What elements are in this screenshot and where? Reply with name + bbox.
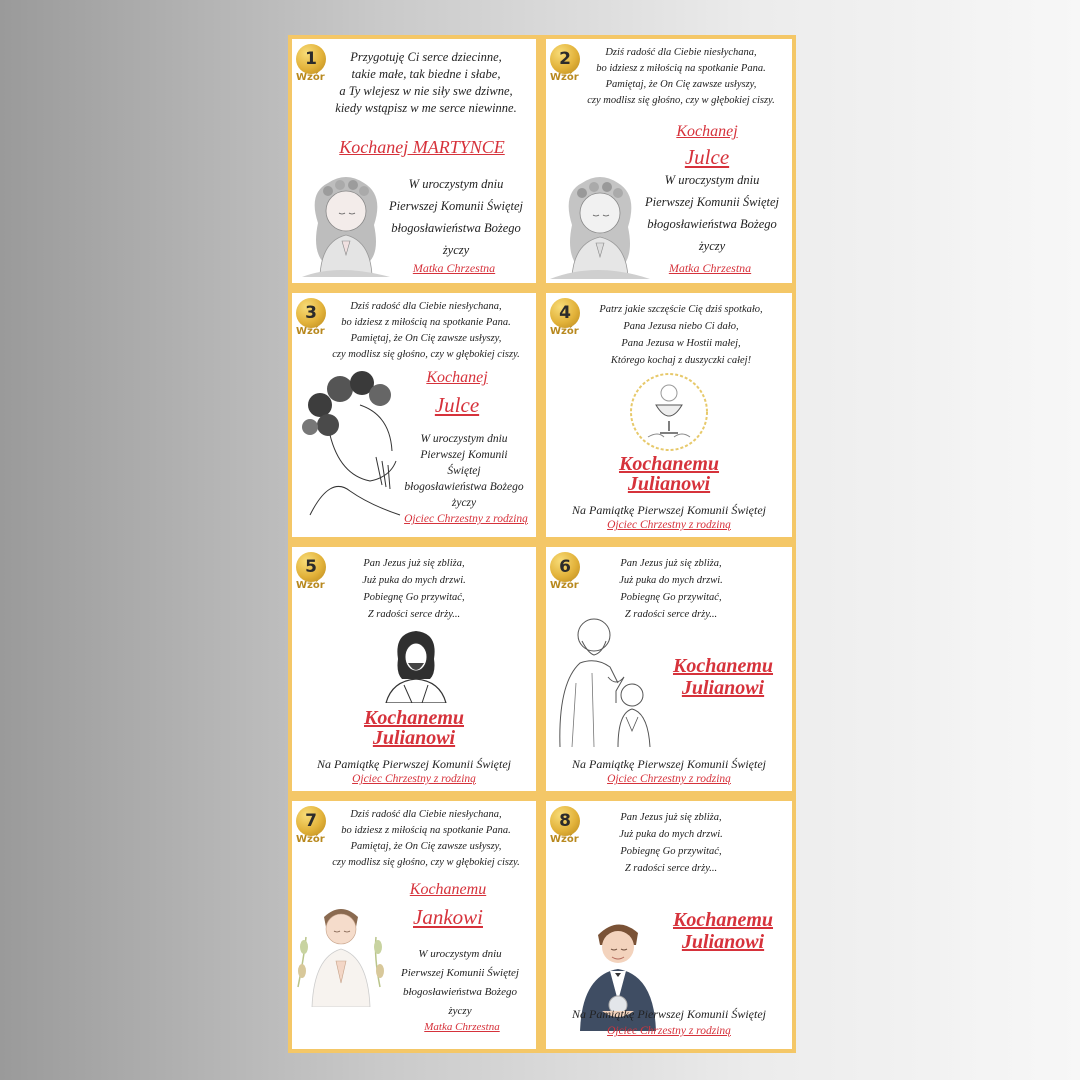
- poem-line: Pamiętaj, że On Cię zawsze usłyszy,: [350, 333, 502, 344]
- recipient-name: Kochanej MARTYNCE: [339, 137, 505, 157]
- badge-label: Wzór: [296, 72, 325, 83]
- recipient-name-line1: Kochanemu: [672, 655, 774, 677]
- badge-number: 7: [296, 806, 326, 836]
- keepsake-text: Na Pamiątkę Pierwszej Komunii Świętej: [572, 1007, 766, 1021]
- poem-line: Dziś radość dla Ciebie niesłychana,: [350, 301, 502, 312]
- badge-label: Wzór: [550, 580, 579, 591]
- badge-number: 5: [296, 552, 326, 582]
- signature: Matka Chrzestna: [412, 261, 496, 275]
- wishes-text: [378, 173, 534, 261]
- badge-number: 4: [550, 298, 580, 328]
- signature: Ojciec Chrzestny z rodziną: [607, 773, 731, 785]
- poem-line: Pamiętaj, że On Cię zawsze usłyszy,: [350, 841, 502, 852]
- wishes-text: [392, 431, 536, 511]
- wishes-line: Pierwszej Komunii Świętej: [388, 199, 524, 213]
- badge-number: 1: [296, 44, 326, 74]
- recipient-name-line2: Julianowi: [681, 677, 765, 699]
- poem: [576, 301, 786, 369]
- poem-line: Dziś radość dla Ciebie niesłychana,: [350, 809, 502, 820]
- poem-line: Z radości serce drży...: [624, 609, 718, 620]
- card-6[interactable]: [546, 547, 792, 791]
- poem-line: a Ty wlejesz w nie siły swe dziwne,: [339, 84, 513, 98]
- recipient-name-line1: Kochanemu: [363, 707, 465, 729]
- poem-line: czy modlisz się głośno, czy w głębokiej ciszy.: [587, 95, 775, 106]
- chalice-host-illustration: [628, 371, 710, 453]
- signature: Matka Chrzestna: [424, 1021, 500, 1033]
- wishes-line: błogosławieństwa Bożego: [391, 221, 521, 235]
- card-2[interactable]: [546, 39, 792, 283]
- keepsake-text: Na Pamiątkę Pierwszej Komunii Świętej: [317, 757, 511, 771]
- poem-line: Przygotuję Ci serce dziecinne,: [350, 50, 502, 64]
- poem-line: Pan Jezus już się zbliża,: [620, 558, 722, 569]
- wishes-line: W uroczystym dniu: [418, 948, 502, 960]
- recipient-name-line2: Julianowi: [372, 727, 456, 749]
- poem-line: Już puka do mych drzwi.: [619, 829, 723, 840]
- poem-line: bo idziesz z miłością na spotkanie Pana.: [341, 317, 511, 328]
- keepsake-text: Na Pamiątkę Pierwszej Komunii Świętej: [572, 503, 766, 517]
- card-5[interactable]: [292, 547, 536, 791]
- poem-line: bo idziesz z miłością na spotkanie Pana.: [596, 63, 766, 74]
- wishes-line: życzy: [451, 497, 477, 509]
- poem-line: Pan Jezus już się zbliża,: [363, 558, 465, 569]
- poem-line: takie małe, tak biedne i słabe,: [351, 67, 501, 81]
- signature: Ojciec Chrzestny z rodziną: [607, 1025, 731, 1037]
- recipient-name-line2: Julce: [684, 145, 730, 169]
- badge-label: Wzór: [296, 834, 325, 845]
- recipient-name-line2: Julianowi: [681, 931, 765, 953]
- recipient-name-line1: Kochanej: [676, 123, 738, 140]
- badge-number: 8: [550, 806, 580, 836]
- poem-line: Pobiegnę Go przywitać,: [620, 846, 722, 857]
- poem: [322, 299, 530, 363]
- poem-line: Którego kochaj z duszyczki całej!: [610, 355, 752, 366]
- keepsake-text: Na Pamiątkę Pierwszej Komunii Świętej: [572, 757, 766, 771]
- poem-line: Z radości serce drży...: [624, 863, 718, 874]
- poem-line: Już puka do mych drzwi.: [619, 575, 723, 586]
- wishes-line: W uroczystym dniu: [664, 173, 760, 187]
- poem-line: Dziś radość dla Ciebie niesłychana,: [605, 47, 757, 58]
- poem-line: Pobiegnę Go przywitać,: [363, 592, 465, 603]
- poem: [292, 555, 536, 623]
- poem-line: Pana Jezusa niebo Ci dało,: [623, 321, 739, 332]
- signature: Ojciec Chrzestny z rodziną: [352, 773, 476, 785]
- badge-label: Wzór: [296, 326, 325, 337]
- poem-line: czy modlisz się głośno, czy w głębokiej ciszy.: [332, 349, 520, 360]
- badge-number: 6: [550, 552, 580, 582]
- praying-boy-illustration: [294, 897, 388, 1007]
- poem-line: czy modlisz się głośno, czy w głębokiej ciszy.: [332, 857, 520, 868]
- badge-label: Wzór: [550, 326, 579, 337]
- badge-label: Wzór: [296, 580, 325, 591]
- badge-label: Wzór: [550, 834, 579, 845]
- signature: Ojciec Chrzestny z rodziną: [607, 519, 731, 531]
- poem: [322, 807, 530, 871]
- priest-giving-communion-illustration: [552, 613, 662, 747]
- recipient-name-line2: Julianowi: [627, 473, 711, 495]
- recipient-name-line2: Jankowi: [413, 905, 483, 929]
- wishes-text: [384, 945, 536, 1021]
- wishes-line: W uroczystym dniu: [420, 433, 508, 445]
- poem-line: Pamiętaj, że On Cię zawsze usłyszy,: [605, 79, 757, 90]
- poem-line: Z radości serce drży...: [367, 609, 461, 620]
- card-4[interactable]: [546, 293, 792, 537]
- card-1[interactable]: [292, 39, 536, 283]
- card-3[interactable]: [292, 293, 536, 537]
- wishes-line: błogosławieństwa Bożego: [647, 217, 777, 231]
- recipient-name-line1: Kochanemu: [618, 453, 720, 475]
- wishes-line: życzy: [698, 239, 726, 253]
- wishes-line: błogosławieństwa Bożego: [404, 481, 524, 493]
- poem-line: Pan Jezus już się zbliża,: [620, 812, 722, 823]
- wishes-line: Pierwszej Komunii Świętej: [401, 967, 519, 979]
- wishes-line: W uroczystym dniu: [408, 177, 504, 191]
- badge-number: 2: [550, 44, 580, 74]
- poem-line: kiedy wstąpisz w me serce niewinne.: [335, 101, 517, 115]
- poem-line: bo idziesz z miłością na spotkanie Pana.: [341, 825, 511, 836]
- signature: Matka Chrzestna: [668, 261, 752, 275]
- wishes-line: Świętej: [447, 465, 481, 477]
- badge-label: Wzór: [550, 72, 579, 83]
- card-8[interactable]: [546, 801, 792, 1049]
- poem: [322, 49, 530, 117]
- wishes-line: życzy: [448, 1005, 472, 1017]
- recipient-name-line1: Kochanemu: [672, 909, 774, 931]
- recipient-name-line1: Kochanej: [426, 369, 488, 386]
- wishes-line: błogosławieństwa Bożego: [403, 986, 517, 998]
- card-7[interactable]: [292, 801, 536, 1049]
- poem: [550, 809, 792, 877]
- poem: [576, 45, 786, 109]
- wishes-line: życzy: [442, 243, 470, 257]
- poem-line: Już puka do mych drzwi.: [362, 575, 466, 586]
- signature: Ojciec Chrzestny z rodziną: [404, 513, 528, 525]
- jesus-portrait-illustration: [384, 629, 448, 703]
- wishes-line: Pierwszej Komunii Świętej: [644, 195, 780, 209]
- card-sheet: [288, 35, 796, 1053]
- badge-number: 3: [296, 298, 326, 328]
- wishes-text: [634, 169, 790, 257]
- recipient-name-line1: Kochanemu: [409, 881, 487, 898]
- poem-line: Patrz jakie szczęście Cię dziś spotkało,: [599, 304, 763, 315]
- recipient-name-line2: Julce: [434, 393, 480, 417]
- wishes-line: Pierwszej Komunii: [420, 449, 508, 461]
- poem-line: Pana Jezusa w Hostii małej,: [621, 338, 741, 349]
- poem-line: Pobiegnę Go przywitać,: [620, 592, 722, 603]
